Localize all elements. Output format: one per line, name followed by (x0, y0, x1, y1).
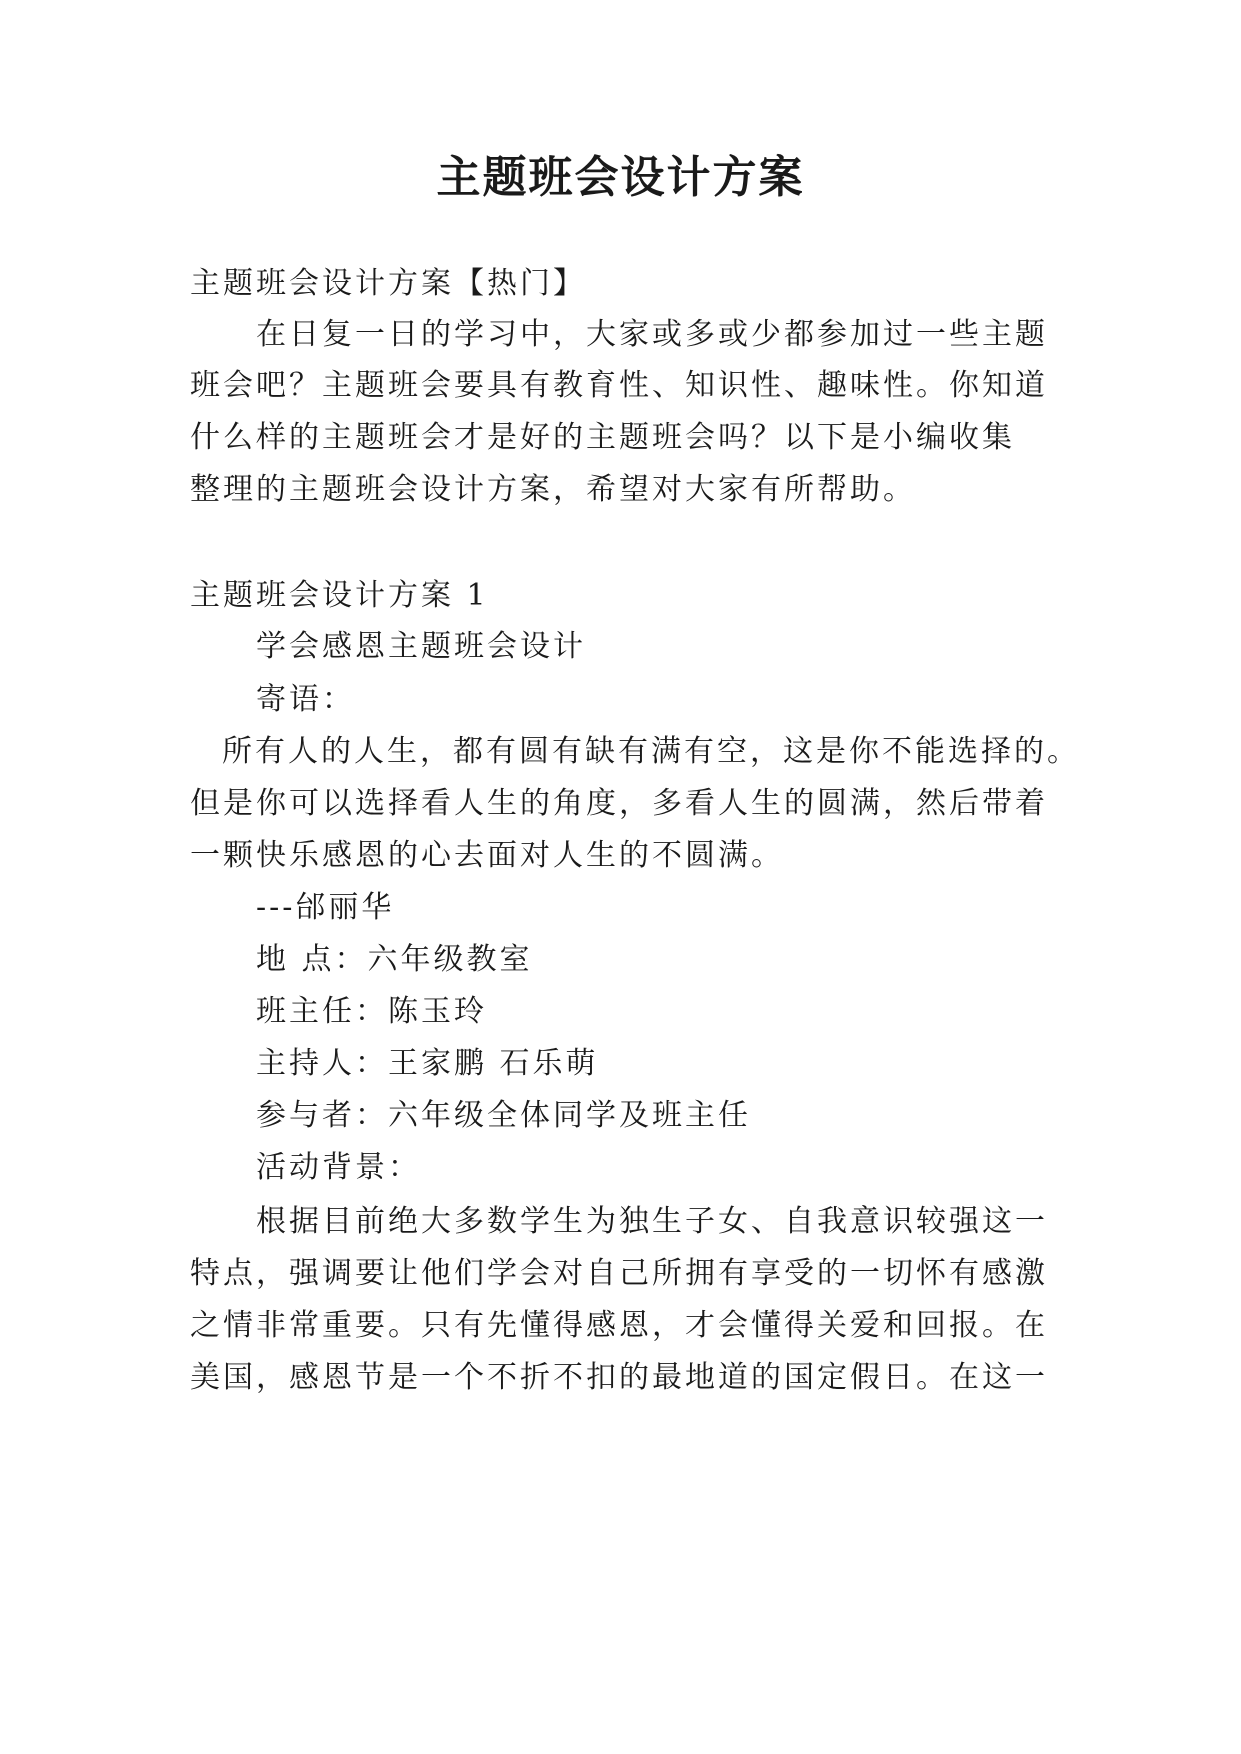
motto-author: ---邰丽华 (256, 890, 395, 925)
intro-line-4: 整理的主题班会设计方案，希望对大家有所帮助。 (190, 472, 916, 507)
background-line-4: 美国，感恩节是一个不折不扣的最地道的国定假日。在这一 (190, 1360, 1048, 1395)
section-heading: 主题班会设计方案 1 (190, 578, 489, 613)
background-label: 活动背景： (256, 1150, 421, 1185)
motto-label: 寄语： (256, 682, 355, 717)
hosts-line: 主持人：王家鹏 石乐萌 (256, 1046, 599, 1081)
background-line-3: 之情非常重要。只有先懂得感恩，才会懂得关爱和回报。在 (190, 1308, 1048, 1343)
background-line-1: 根据目前绝大多数学生为独生子女、自我意识较强这一 (256, 1204, 1048, 1239)
motto-line-3: 一颗快乐感恩的心去面对人生的不圆满。 (190, 838, 784, 873)
intro-heading: 主题班会设计方案【热门】 (190, 266, 586, 301)
document-title: 主题班会设计方案 (436, 152, 805, 203)
participants-line: 参与者：六年级全体同学及班主任 (256, 1098, 751, 1133)
intro-line-2: 班会吧？主题班会要具有教育性、知识性、趣味性。你知道 (190, 368, 1048, 403)
background-line-2: 特点，强调要让他们学会对自己所拥有享受的一切怀有感激 (190, 1256, 1048, 1291)
teacher-line: 班主任：陈玉玲 (256, 994, 487, 1029)
intro-line-3: 什么样的主题班会才是好的主题班会吗？以下是小编收集 (190, 420, 1015, 455)
intro-line-1: 在日复一日的学习中，大家或多或少都参加过一些主题 (256, 317, 1048, 352)
motto-line-1: 所有人的人生，都有圆有缺有满有空，这是你不能选择的。 (222, 734, 1080, 769)
section-subtitle: 学会感恩主题班会设计 (256, 629, 586, 664)
motto-line-2: 但是你可以选择看人生的角度，多看人生的圆满，然后带着 (190, 786, 1048, 821)
location-line: 地 点：六年级教室 (256, 942, 533, 977)
